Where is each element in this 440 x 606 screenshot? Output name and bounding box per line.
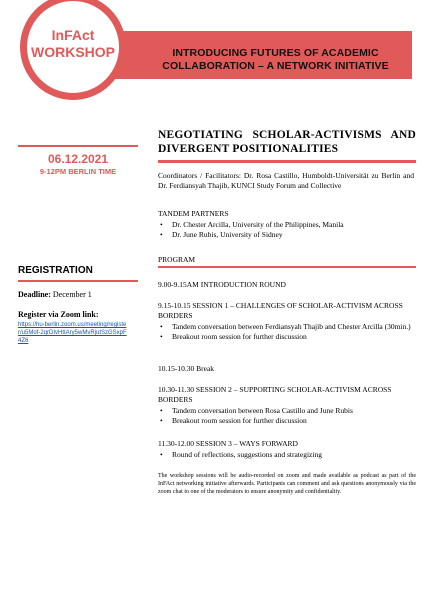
intro-round: 9.00-9.15AM INTRODUCTION ROUND [158,280,286,289]
session-3-title: 11.30-12.00 SESSION 3 – WAYS FORWARD [158,439,298,448]
date-divider [18,145,138,147]
registration-heading: REGISTRATION [18,265,93,276]
list-item: • Dr. June Rubis, University of Sidney [158,230,416,240]
deadline-label: Deadline: [18,290,51,299]
partners-list [158,220,416,240]
recording-note: The workshop sessions will be audio-recorded on zoom and made available as podcast as part of the InFAct networking initiative afterwards. Participants can comment and ask questions anonymously via the zoom chat to one of the moderators to ensure anonymity and confidentiality. [158,473,416,495]
list-item: • Breakout room session for further discussion [158,332,416,342]
deadline-value: December 1 [52,290,92,299]
zoom-registration-link[interactable]: https://hu-berlin.zoom.us/meeting/register/u5Mof-2qrDIvHtIAry5wMvRjutSzGSxpF4Z6 [18,322,127,344]
event-title: NEGOTIATING SCHOLAR-ACTIVISMS AND DIVERGENT POSITIONALITIES [158,129,416,155]
event-time: 9-12PM BERLIN TIME [39,167,117,176]
event-date: 06.12.2021 [47,152,109,166]
break-line: 10.15-10.30 Break [158,364,215,373]
series-title-line-1: INTRODUCING FUTURES OF ACADEMIC [172,47,379,59]
coordinators-text: Coordinators / Facilitators: Dr. Rosa Castillo, Humboldt-Universität zu Berlin and Dr. Ferdiansyah Thajib, KUNCI Study Forum and Collective [158,171,414,190]
badge-line-2: WORKSHOP [31,44,115,60]
series-title-line-2: COLLABORATION – A NETWORK INITIATIVE [162,60,389,72]
session-1-title: 9.15-10.15 SESSION 1 – CHALLENGES OF SCHOLAR-ACTIVISM ACROSS BORDERS [158,301,403,320]
session-1-list [158,322,416,342]
zoom-link-label: Register via Zoom link: [18,310,99,319]
badge-line-1: InFAct [51,27,95,43]
badge-text [20,27,126,61]
list-item: • Round of reflections, suggestions and strategizing [158,450,416,460]
deadline [18,290,92,299]
registration-divider [18,280,138,282]
partners-heading: TANDEM PARTNERS [158,209,229,218]
list-item: • Tandem conversation between Ferdiansyah Thajib and Chester Arcilla (30min.) [158,322,416,332]
list-item: • Tandem conversation between Rosa Castillo and June Rubis [158,406,416,416]
program-heading: PROGRAM [158,255,196,264]
session-2-list [158,406,416,426]
workshop-series-title [158,47,393,73]
list-item: • Breakout room session for further discussion [158,416,416,426]
session-3-list [158,450,416,460]
list-item: • Dr. Chester Arcilla, University of the Philippines, Manila [158,220,416,230]
program-divider [158,266,416,268]
title-divider [158,160,416,163]
session-2-title: 10.30-11.30 SESSION 2 – SUPPORTING SCHOLAR-ACTIVISM ACROSS BORDERS [158,385,392,404]
